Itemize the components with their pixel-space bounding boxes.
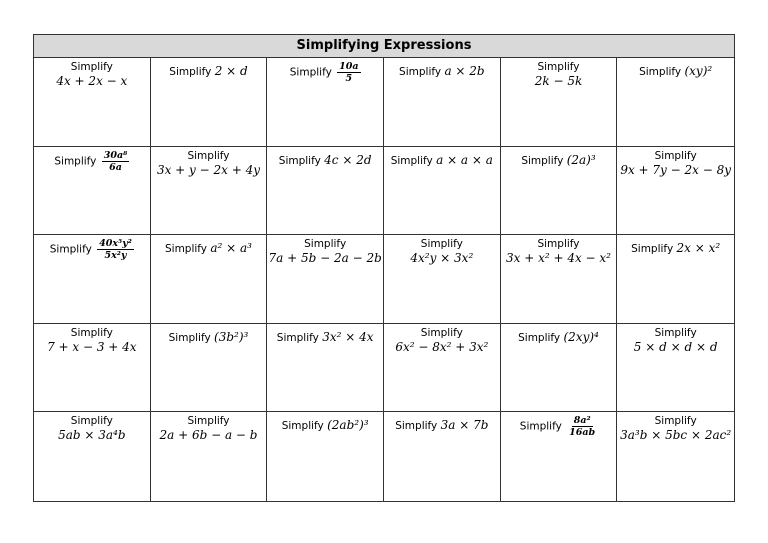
question-label: Simplify — [49, 243, 92, 256]
question-cell — [34, 235, 151, 324]
worksheet — [33, 34, 735, 502]
question-cell — [384, 324, 501, 413]
question-cell — [267, 58, 384, 147]
question-label: Simplify — [654, 326, 697, 339]
question-label: Simplify — [521, 154, 564, 167]
question-cell — [617, 58, 734, 147]
question-expression: 3a × 7b — [440, 418, 489, 433]
question-cell — [151, 58, 268, 147]
question-label: Simplify — [70, 415, 113, 428]
question-label: Simplify — [169, 66, 212, 78]
question-label: Simplify — [187, 415, 230, 428]
question-label: Simplify — [164, 243, 208, 256]
question-fraction — [567, 415, 597, 438]
fraction-denominator: 6a — [109, 161, 122, 173]
question-label: Simplify — [278, 154, 321, 167]
question-label: Simplify — [304, 238, 347, 251]
question-label: Simplify — [70, 61, 113, 73]
fraction-numerator: 8a² — [573, 415, 591, 427]
question-label: Simplify — [518, 331, 561, 344]
question-expression: 3x² × 4x — [322, 329, 374, 344]
question-fraction — [102, 150, 130, 173]
question-cell — [501, 412, 618, 501]
question-label: Simplify — [168, 331, 211, 344]
question-cell — [501, 324, 618, 413]
question-label: Simplify — [276, 331, 319, 344]
question-cell — [501, 58, 618, 147]
question-expression: (2ab²)³ — [327, 418, 369, 433]
fraction-denominator: 5x²y — [104, 250, 127, 262]
question-cell — [34, 147, 151, 236]
question-label: Simplify — [537, 238, 580, 251]
question-expression: 2x × x² — [676, 241, 721, 256]
question-cell — [151, 235, 268, 324]
question-expression: 2k − 5k — [534, 74, 583, 88]
question-expression: 4x²y × 3x² — [410, 251, 474, 266]
question-cell — [384, 58, 501, 147]
question-cell — [617, 235, 734, 324]
fraction-denominator: 5 — [345, 73, 353, 84]
question-cell — [384, 235, 501, 324]
question-cell — [34, 324, 151, 413]
question-label: Simplify — [289, 66, 332, 79]
question-expression: 7 + x − 3 + 4x — [47, 339, 137, 354]
question-label: Simplify — [631, 243, 674, 256]
question-label: Simplify — [639, 66, 682, 78]
question-cell — [267, 147, 384, 236]
question-label: Simplify — [395, 420, 438, 433]
question-cell — [267, 412, 384, 501]
question-cell — [34, 412, 151, 501]
question-cell — [151, 324, 268, 413]
question-label: Simplify — [390, 154, 433, 167]
fraction-denominator: 16ab — [569, 427, 596, 439]
question-label: Simplify — [399, 66, 442, 78]
question-expression: a × a × a — [436, 152, 493, 167]
question-expression: 2a + 6b − a − b — [159, 428, 258, 443]
question-expression: (2a)³ — [566, 152, 596, 167]
question-cell — [267, 324, 384, 413]
fraction-numerator: 30a⁸ — [103, 149, 128, 161]
question-label: Simplify — [187, 149, 230, 162]
question-label: Simplify — [537, 61, 580, 73]
question-expression: (2xy)⁴ — [563, 329, 599, 344]
fraction-numerator: 40x⁵y² — [99, 238, 132, 250]
question-expression: (xy)² — [684, 64, 713, 78]
question-label: Simplify — [281, 420, 324, 433]
question-expression: 3x + x² + 4x − x² — [505, 251, 611, 266]
question-expression: 4c × 2d — [324, 152, 372, 167]
question-expression: 5 × d × d × d — [633, 339, 718, 354]
question-label: Simplify — [519, 420, 562, 433]
question-label: Simplify — [70, 326, 113, 339]
question-expression: 7a + 5b − 2a − 2b — [268, 251, 382, 266]
question-cell — [617, 147, 734, 236]
question-fraction — [97, 238, 134, 261]
question-expression: 6x² − 8x² + 3x² — [395, 339, 489, 354]
question-label: Simplify — [654, 149, 697, 162]
fraction-numerator: 10a — [339, 61, 359, 72]
question-grid — [34, 58, 734, 501]
question-cell — [151, 147, 268, 236]
question-label: Simplify — [420, 238, 463, 251]
question-expression: 9x + 7y − 2x − 8y — [620, 162, 731, 177]
question-cell — [617, 324, 734, 413]
question-expression: 4x + 2x − x — [56, 74, 128, 88]
question-label: Simplify — [54, 155, 97, 168]
question-label: Simplify — [420, 326, 463, 339]
question-cell — [151, 412, 268, 501]
question-cell — [34, 58, 151, 147]
question-cell — [501, 147, 618, 236]
question-expression: 5ab × 3a⁴b — [58, 428, 126, 443]
question-expression: 3x + y − 2x + 4y — [156, 162, 261, 177]
question-expression: a × 2b — [444, 64, 485, 78]
question-cell — [267, 235, 384, 324]
question-label: Simplify — [654, 415, 697, 428]
question-expression: (3b²)³ — [214, 329, 249, 344]
question-expression: 3a³b × 5bc × 2ac² — [620, 428, 732, 443]
question-expression: a² × a³ — [210, 241, 252, 256]
question-expression: 2 × d — [214, 64, 248, 78]
worksheet-title: Simplifying Expressions — [34, 35, 734, 58]
question-cell — [501, 235, 618, 324]
question-cell — [617, 412, 734, 501]
question-cell — [384, 412, 501, 501]
question-fraction — [337, 61, 360, 84]
question-cell — [384, 147, 501, 236]
